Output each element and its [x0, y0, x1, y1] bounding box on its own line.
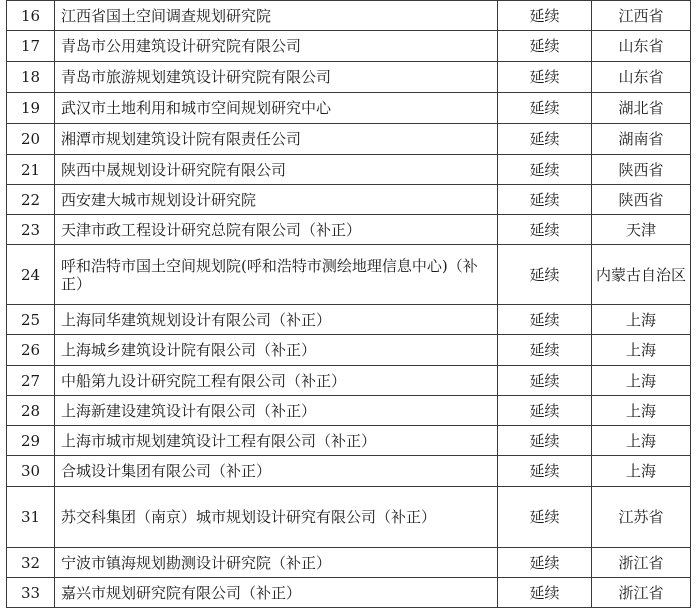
table-row: [7, 305, 691, 335]
company-name: 上海城乡建筑设计院有限公司（补正）: [55, 335, 498, 366]
row-number: 21: [7, 155, 55, 185]
application-type: 延续: [498, 366, 592, 396]
row-number: 27: [7, 366, 55, 396]
company-name: 呼和浩特市国土空间规划院(呼和浩特市测绘地理信息中心)（补正）: [55, 245, 498, 305]
province: 上海: [592, 305, 691, 335]
row-number: 18: [7, 62, 55, 93]
table-row: [7, 578, 691, 608]
application-type: 延续: [498, 335, 592, 366]
application-type: 延续: [498, 215, 592, 245]
application-type: 延续: [498, 245, 592, 305]
table-row: [7, 1, 691, 31]
province: 上海: [592, 396, 691, 426]
company-name: 宁波市镇海规划勘测设计研究院（补正）: [55, 548, 498, 578]
application-type: 延续: [498, 124, 592, 155]
row-number: 22: [7, 185, 55, 215]
enterprise-list-table: [6, 0, 691, 608]
row-number: 26: [7, 335, 55, 366]
province: 湖北省: [592, 93, 691, 124]
application-type: 延续: [498, 1, 592, 31]
company-name: 江西省国土空间调查规划研究院: [55, 1, 498, 31]
row-number: 23: [7, 215, 55, 245]
company-name: 青岛市公用建筑设计研究院有限公司: [55, 31, 498, 62]
table-row: [7, 335, 691, 366]
company-name: 天津市政工程设计研究总院有限公司（补正）: [55, 215, 498, 245]
table-row: [7, 245, 691, 305]
company-name: 上海同华建筑规划设计有限公司（补正）: [55, 305, 498, 335]
table-row: [7, 396, 691, 426]
province: 上海: [592, 335, 691, 366]
province: 陕西省: [592, 185, 691, 215]
row-number: 33: [7, 578, 55, 608]
province: 江苏省: [592, 487, 691, 548]
province: 上海: [592, 456, 691, 487]
row-number: 31: [7, 487, 55, 548]
row-number: 20: [7, 124, 55, 155]
province: 浙江省: [592, 548, 691, 578]
row-number: 17: [7, 31, 55, 62]
row-number: 24: [7, 245, 55, 305]
company-name: 中船第九设计研究院工程有限公司（补正）: [55, 366, 498, 396]
province: 山东省: [592, 31, 691, 62]
province: 上海: [592, 426, 691, 456]
row-number: 29: [7, 426, 55, 456]
table-row: [7, 456, 691, 487]
application-type: 延续: [498, 578, 592, 608]
table-row: [7, 31, 691, 62]
table-row: [7, 124, 691, 155]
table-row: [7, 487, 691, 548]
province: 江西省: [592, 1, 691, 31]
application-type: 延续: [498, 305, 592, 335]
company-name: 嘉兴市规划研究院有限公司（补正）: [55, 578, 498, 608]
table-row: [7, 426, 691, 456]
application-type: 延续: [498, 31, 592, 62]
row-number: 28: [7, 396, 55, 426]
application-type: 延续: [498, 155, 592, 185]
company-name: 湘潭市规划建筑设计院有限责任公司: [55, 124, 498, 155]
table-row: [7, 62, 691, 93]
province: 内蒙古自治区: [592, 245, 691, 305]
province: 上海: [592, 366, 691, 396]
row-number: 19: [7, 93, 55, 124]
table-row: [7, 366, 691, 396]
application-type: 延续: [498, 185, 592, 215]
company-name: 上海市城市规划建筑设计工程有限公司（补正）: [55, 426, 498, 456]
application-type: 延续: [498, 62, 592, 93]
application-type: 延续: [498, 426, 592, 456]
row-number: 16: [7, 1, 55, 31]
application-type: 延续: [498, 93, 592, 124]
province: 浙江省: [592, 578, 691, 608]
table-row: [7, 93, 691, 124]
application-type: 延续: [498, 456, 592, 487]
company-name: 合城设计集团有限公司（补正）: [55, 456, 498, 487]
company-name: 武汉市土地利用和城市空间规划研究中心: [55, 93, 498, 124]
table-row: [7, 155, 691, 185]
application-type: 延续: [498, 487, 592, 548]
row-number: 25: [7, 305, 55, 335]
province: 湖南省: [592, 124, 691, 155]
row-number: 32: [7, 548, 55, 578]
application-type: 延续: [498, 548, 592, 578]
province: 陕西省: [592, 155, 691, 185]
company-name: 上海新建设建筑设计有限公司（补正）: [55, 396, 498, 426]
province: 天津: [592, 215, 691, 245]
table-row: [7, 548, 691, 578]
province: 山东省: [592, 62, 691, 93]
company-name: 苏交科集团（南京）城市规划设计研究有限公司（补正）: [55, 487, 498, 548]
table-row: [7, 215, 691, 245]
table-row: [7, 185, 691, 215]
company-name: 青岛市旅游规划建筑设计研究院有限公司: [55, 62, 498, 93]
application-type: 延续: [498, 396, 592, 426]
row-number: 30: [7, 456, 55, 487]
company-name: 陕西中晟规划设计研究院有限公司: [55, 155, 498, 185]
company-name: 西安建大城市规划设计研究院: [55, 185, 498, 215]
